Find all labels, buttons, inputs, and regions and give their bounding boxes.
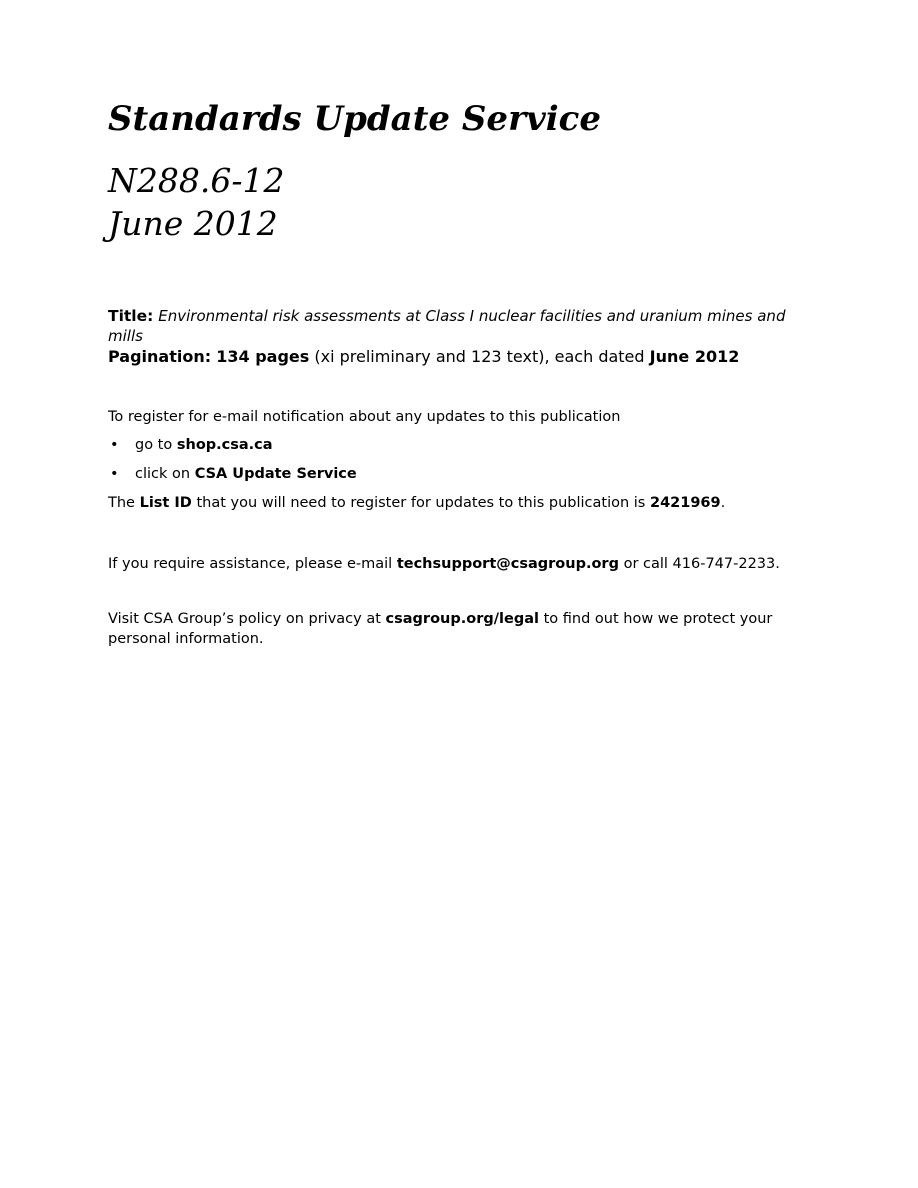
standard-date: June 2012 — [108, 204, 278, 243]
register-steps — [108, 435, 798, 484]
pagination-label: Pagination: — [108, 347, 212, 366]
listid-suffix: . — [720, 495, 726, 511]
register-section — [108, 407, 798, 513]
listid-prefix: The — [108, 495, 135, 511]
listid-middle: that you will need to register for updates to this publication is — [196, 495, 646, 511]
pagination-date: June 2012 — [649, 347, 740, 366]
privacy-line — [108, 609, 788, 649]
title-value: Environmental risk assessments at Class I nuclear facilities and uranium mines and mills — [108, 307, 786, 345]
title-label: Title: — [108, 307, 154, 325]
privacy-link[interactable]: csagroup.org/legal — [385, 611, 539, 627]
privacy-suffix: to find out how we protect your personal information. — [108, 611, 773, 647]
publication-meta — [108, 306, 798, 368]
page-title: Standards Update Service — [108, 99, 601, 139]
list-id-line — [108, 493, 798, 513]
list-item — [108, 435, 798, 455]
listid-value: 2421969 — [649, 495, 721, 511]
register-intro: To register for e-mail notification about any updates to this publication — [108, 409, 621, 425]
step1-prefix: go to — [135, 437, 173, 453]
listid-label: List ID — [139, 495, 192, 511]
bullet-icon: • — [110, 437, 119, 453]
list-item — [108, 464, 798, 484]
shop-link[interactable]: shop.csa.ca — [176, 437, 273, 453]
privacy-prefix: Visit CSA Group’s policy on privacy at — [108, 611, 381, 627]
standard-number: N288.6-12 — [108, 161, 285, 200]
support-email-link[interactable]: techsupport@csagroup.org — [396, 556, 619, 572]
step2-prefix: click on — [135, 466, 191, 482]
assist-prefix: If you require assistance, please e-mail — [108, 556, 393, 572]
pagination-detail: (xi preliminary and 123 text), each dated — [314, 347, 645, 366]
assistance-line — [108, 554, 798, 574]
update-service-link[interactable]: CSA Update Service — [194, 466, 357, 482]
title-row — [108, 306, 798, 346]
pagination-pages: 134 pages — [216, 347, 310, 366]
pagination-row — [108, 346, 798, 368]
assist-suffix: or call 416-747-2233. — [623, 556, 780, 572]
bullet-icon: • — [110, 466, 119, 482]
